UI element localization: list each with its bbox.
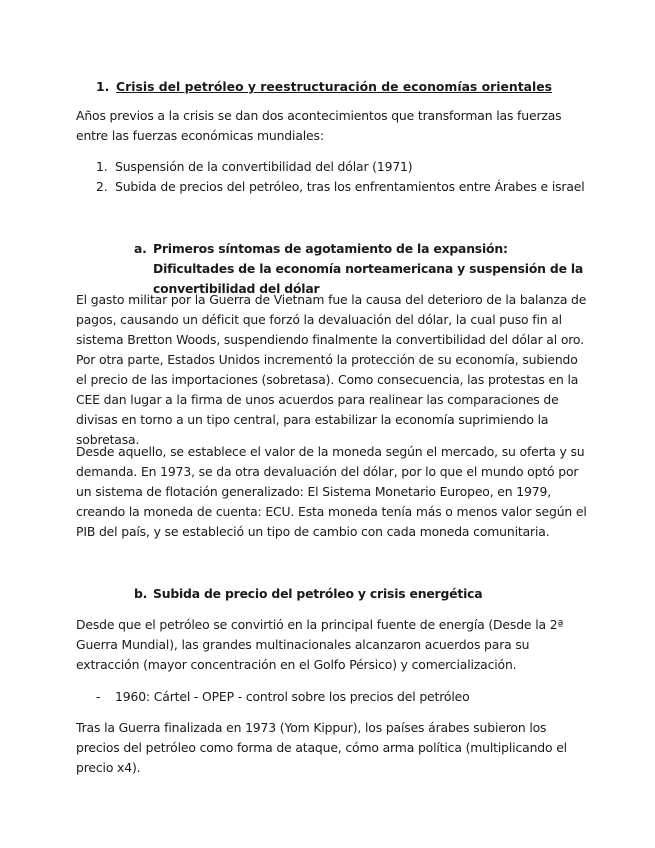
subsection-a-paragraph-2: Desde aquello, se establece el valor de la moneda según el mercado, su oferta y su demanda. En 1973, se da otra devaluación del dólar, por lo que el mundo optó por un sistema de flotación generalizado: El Sistema Monetario Europeo, en 1979, creando la moneda de cuenta: ECU. Esta moneda tenía más o menos valor según el PIB del país, y se estableció un tipo de cambio con cada moneda comunitaria. — [76, 444, 587, 539]
subsection-b-letter: b. — [134, 586, 148, 601]
section-1-title: Crisis del petróleo y reestructuración de economías orientales — [116, 79, 553, 94]
list-item-number: 2. — [96, 179, 108, 194]
list-item-number: 1. — [96, 159, 108, 174]
section-1-number: 1. — [96, 79, 110, 94]
subsection-b-title: Subida de precio del petróleo y crisis energética — [153, 586, 483, 601]
list-item-text: Subida de precios del petróleo, tras los enfrentamientos entre Árabes e israel — [115, 179, 585, 194]
subsection-a-letter: a. — [134, 241, 147, 256]
opep-bullet — [96, 687, 470, 707]
subsection-a-paragraph-1: El gasto militar por la Guerra de Vietnam fue la causa del deterioro de la balanza de pagos, causando un déficit que forzó la devaluación del dólar, la cual puso fin al sistema Bretton Woods, suspendiendo finalmente la convertibilidad del dólar al oro. Por otra parte, Estados Unidos incrementó la protección de su economía, subiendo el precio de las importaciones (sobretasa). Como consecuencia, las protestas en la CEE dan lugar a la firma de unos acuerdos para realinear las comparaciones de divisas en torno a un tipo central, para estabilizar la economía suprimiendo la sobretasa. — [76, 292, 587, 447]
bullet-text: 1960: Cártel - OPEP - control sobre los precios del petróleo — [115, 689, 470, 704]
list-item — [96, 177, 588, 197]
subsection-b-paragraph-1: Desde que el petróleo se convirtió en la principal fuente de energía (Desde la 2ª Guerra Mundial), las grandes multinacionales alcanzaron acuerdos para su extracción (mayor concentración en el Golfo Pérsico) y comercialización. — [76, 617, 564, 672]
bullet-dash: - — [96, 689, 101, 704]
subsection-b-paragraph-2: Tras la Guerra finalizada en 1973 (Yom Kippur), los países árabes subieron los precios del petróleo como forma de ataque, cómo arma política (multiplicando el precio x4). — [76, 720, 567, 775]
section-1-intro: Años previos a la crisis se dan dos acontecimientos que transforman las fuerzas entre las fuerzas económicas mundiales: — [76, 108, 562, 143]
section-1-heading — [96, 77, 552, 97]
list-item-text: Suspensión de la convertibilidad del dólar (1971) — [115, 159, 413, 174]
subsection-a-title: Primeros síntomas de agotamiento de la expansión: Dificultades de la economía norteamericana y suspensión de la convertibilidad del dólar — [153, 241, 584, 296]
events-list — [96, 157, 588, 197]
subsection-b-heading — [134, 584, 588, 604]
list-item — [96, 157, 588, 177]
